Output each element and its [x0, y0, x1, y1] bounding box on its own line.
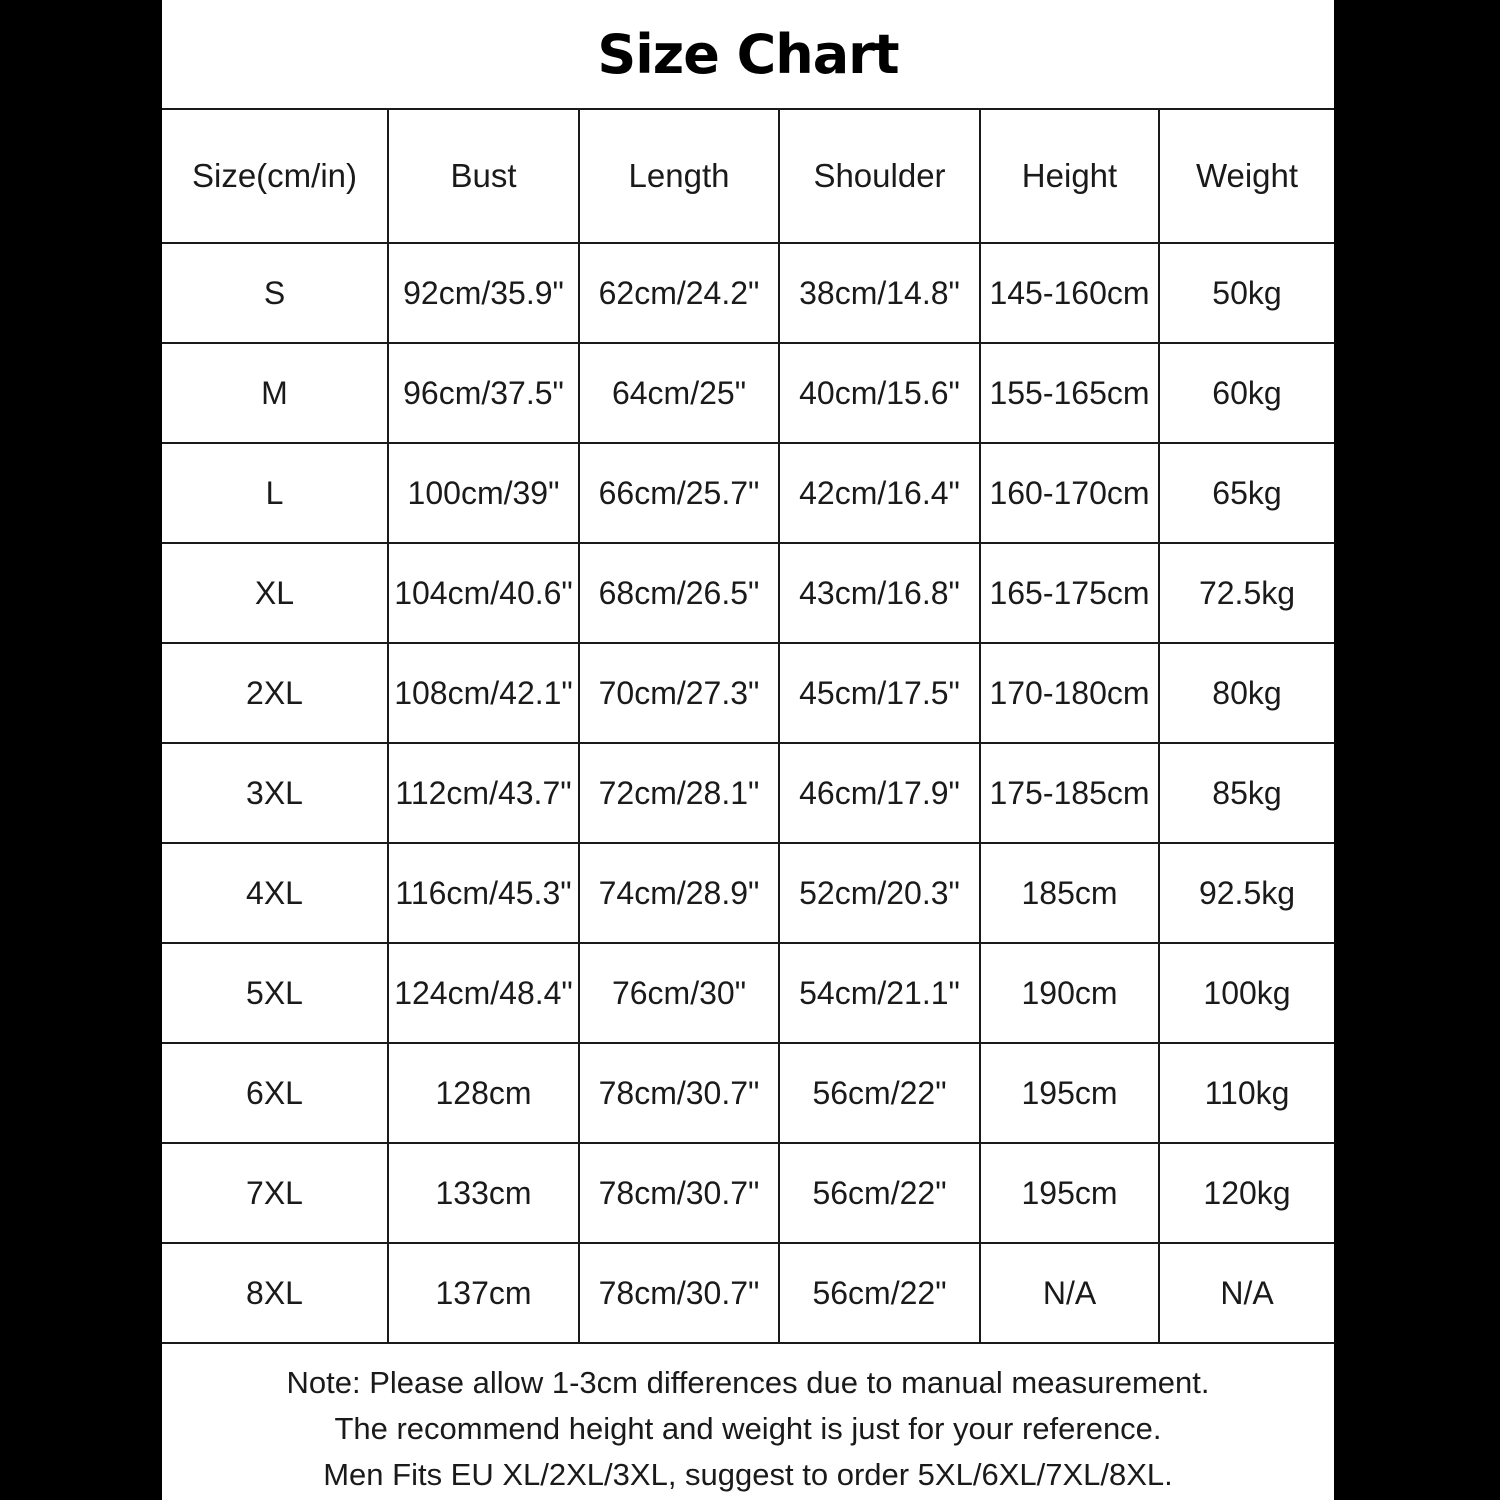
table-row [162, 743, 1334, 843]
cell-weight: 72.5kg [1159, 543, 1334, 643]
cell-size: 3XL [162, 743, 388, 843]
cell-shoulder: 56cm/22" [779, 1143, 980, 1243]
cell-shoulder: 52cm/20.3" [779, 843, 980, 943]
cell-bust: 133cm [388, 1143, 579, 1243]
cell-height: 165-175cm [980, 543, 1159, 643]
cell-size: 6XL [162, 1043, 388, 1143]
cell-height: 185cm [980, 843, 1159, 943]
cell-length: 66cm/25.7" [579, 443, 779, 543]
header-size: Size(cm/in) [162, 109, 388, 243]
header-shoulder: Shoulder [779, 109, 980, 243]
cell-size: 7XL [162, 1143, 388, 1243]
cell-bust: 128cm [388, 1043, 579, 1143]
cell-bust: 112cm/43.7" [388, 743, 579, 843]
cell-height: 190cm [980, 943, 1159, 1043]
cell-bust: 96cm/37.5" [388, 343, 579, 443]
cell-length: 70cm/27.3" [579, 643, 779, 743]
size-chart-sheet [162, 0, 1334, 1500]
table-row [162, 443, 1334, 543]
table-row [162, 843, 1334, 943]
cell-bust: 104cm/40.6" [388, 543, 579, 643]
cell-shoulder: 43cm/16.8" [779, 543, 980, 643]
cell-size: 4XL [162, 843, 388, 943]
cell-length: 72cm/28.1" [579, 743, 779, 843]
cell-height: 170-180cm [980, 643, 1159, 743]
note-line: Men Fits EU XL/2XL/3XL, suggest to order 5XL/6XL/7XL/8XL. [323, 1457, 1173, 1492]
cell-length: 78cm/30.7" [579, 1243, 779, 1343]
cell-height: 195cm [980, 1043, 1159, 1143]
cell-size: M [162, 343, 388, 443]
cell-weight: 92.5kg [1159, 843, 1334, 943]
cell-weight: 100kg [1159, 943, 1334, 1043]
cell-size: L [162, 443, 388, 543]
cell-length: 74cm/28.9" [579, 843, 779, 943]
table-row [162, 1043, 1334, 1143]
size-table [162, 108, 1334, 1344]
cell-length: 68cm/26.5" [579, 543, 779, 643]
cell-shoulder: 45cm/17.5" [779, 643, 980, 743]
cell-height: 155-165cm [980, 343, 1159, 443]
table-row [162, 243, 1334, 343]
cell-length: 76cm/30" [579, 943, 779, 1043]
cell-height: 195cm [980, 1143, 1159, 1243]
note-line: The recommend height and weight is just for your reference. [334, 1411, 1162, 1446]
cell-bust: 116cm/45.3" [388, 843, 579, 943]
header-height: Height [980, 109, 1159, 243]
table-row [162, 1143, 1334, 1243]
cell-length: 64cm/25" [579, 343, 779, 443]
cell-weight: 60kg [1159, 343, 1334, 443]
cell-bust: 92cm/35.9" [388, 243, 579, 343]
cell-size: 5XL [162, 943, 388, 1043]
cell-shoulder: 56cm/22" [779, 1043, 980, 1143]
header-length: Length [579, 109, 779, 243]
cell-length: 78cm/30.7" [579, 1043, 779, 1143]
header-weight: Weight [1159, 109, 1334, 243]
table-header-row [162, 109, 1334, 243]
table-row [162, 1243, 1334, 1343]
cell-bust: 137cm [388, 1243, 579, 1343]
header-bust: Bust [388, 109, 579, 243]
cell-shoulder: 54cm/21.1" [779, 943, 980, 1043]
cell-shoulder: 42cm/16.4" [779, 443, 980, 543]
cell-shoulder: 46cm/17.9" [779, 743, 980, 843]
table-row [162, 643, 1334, 743]
cell-weight: 110kg [1159, 1043, 1334, 1143]
table-row [162, 343, 1334, 443]
cell-bust: 124cm/48.4" [388, 943, 579, 1043]
cell-size: 8XL [162, 1243, 388, 1343]
cell-height: 145-160cm [980, 243, 1159, 343]
cell-size: 2XL [162, 643, 388, 743]
cell-shoulder: 40cm/15.6" [779, 343, 980, 443]
cell-shoulder: 38cm/14.8" [779, 243, 980, 343]
cell-weight: 65kg [1159, 443, 1334, 543]
cell-size: S [162, 243, 388, 343]
cell-bust: 100cm/39" [388, 443, 579, 543]
cell-height: 160-170cm [980, 443, 1159, 543]
cell-weight: 80kg [1159, 643, 1334, 743]
note-line: Note: Please allow 1-3cm differences due to manual measurement. [286, 1365, 1210, 1400]
page-title: Size Chart [597, 22, 899, 86]
cell-weight: 50kg [1159, 243, 1334, 343]
cell-height: N/A [980, 1243, 1159, 1343]
cell-shoulder: 56cm/22" [779, 1243, 980, 1343]
cell-weight: 85kg [1159, 743, 1334, 843]
table-row [162, 543, 1334, 643]
table-row [162, 943, 1334, 1043]
cell-size: XL [162, 543, 388, 643]
cell-weight: N/A [1159, 1243, 1334, 1343]
cell-length: 78cm/30.7" [579, 1143, 779, 1243]
cell-length: 62cm/24.2" [579, 243, 779, 343]
cell-weight: 120kg [1159, 1143, 1334, 1243]
cell-bust: 108cm/42.1" [388, 643, 579, 743]
table-body [162, 243, 1334, 1343]
note-block [162, 1360, 1334, 1498]
cell-height: 175-185cm [980, 743, 1159, 843]
